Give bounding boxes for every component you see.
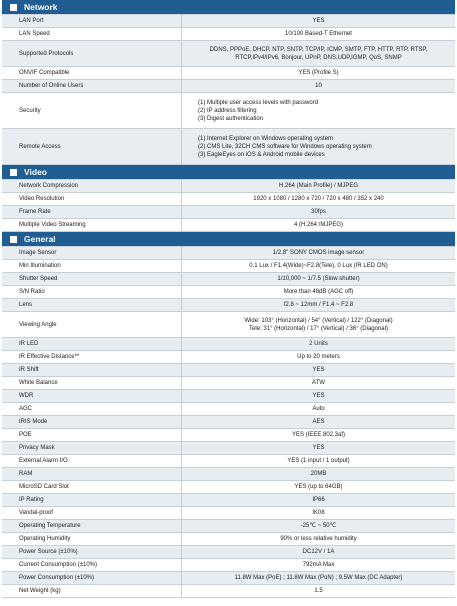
spec-label: Operating Humidity: [2, 533, 182, 545]
spec-label: IR LED: [2, 338, 182, 350]
spec-label: Privacy Mask: [2, 442, 182, 454]
spec-row: [2, 180, 455, 193]
spec-label: Remote Access: [2, 129, 182, 164]
spec-row: [2, 481, 455, 494]
spec-row: [2, 494, 455, 507]
spec-row: [2, 273, 455, 286]
spec-value: [182, 494, 455, 506]
spec-table: [2, 0, 455, 598]
spec-value-line: H.264 (Main Profile) / MJPEG: [278, 183, 359, 189]
spec-value: [182, 338, 455, 350]
spec-value-line: (1) Internet Explorer on Windows operating system: [198, 135, 334, 142]
spec-label: Video Resolution: [2, 193, 182, 205]
spec-value: [182, 273, 455, 285]
spec-label: IP Rating: [2, 494, 182, 506]
spec-value: [182, 559, 455, 571]
spec-value-line: 90% or less relative humidity: [280, 536, 357, 542]
spec-value-line: 10/100 Based-T Ethernet: [285, 31, 352, 37]
spec-row: [2, 533, 455, 546]
spec-label: Power Consumption (±10%): [2, 572, 182, 584]
spec-value-line: DDNS, PPPoE, DHCP, NTP, SNTP, TCP/IP, ICMP, SMTP, FTP, HTTP, RTP, RTSP,: [209, 46, 428, 53]
section-title: Video: [24, 167, 47, 177]
spec-value: [182, 15, 455, 27]
spec-row: [2, 507, 455, 520]
spec-value: [182, 247, 455, 259]
spec-value-line: (2) CMS Lite, 32CH CMS software for Windows operating system: [198, 143, 372, 150]
spec-value: [182, 429, 455, 441]
spec-row: [2, 338, 455, 351]
spec-value: [182, 442, 455, 454]
spec-value: [182, 286, 455, 298]
spec-value: [182, 351, 455, 363]
spec-value: [182, 533, 455, 545]
spec-value-line: YES: [312, 367, 325, 373]
spec-row: [2, 247, 455, 260]
spec-value-line: AES: [312, 419, 325, 425]
spec-label: Lens: [2, 299, 182, 311]
spec-value-line: ATW: [312, 380, 325, 386]
spec-row: [2, 80, 455, 93]
spec-value: [182, 180, 455, 192]
spec-row: [2, 442, 455, 455]
spec-value: [182, 260, 455, 272]
spec-label: POE: [2, 429, 182, 441]
spec-label: RAM: [2, 468, 182, 480]
spec-value: [182, 572, 455, 584]
spec-row: [2, 364, 455, 377]
spec-label: MicroSD Card Slot: [2, 481, 182, 493]
spec-label: External Alarm I/O: [2, 455, 182, 467]
spec-value-line: DC12V / 1A: [302, 549, 335, 555]
spec-label: Power Source (±10%): [2, 546, 182, 558]
spec-value-line: 20MB: [310, 471, 327, 477]
spec-label: Shutter Speed: [2, 273, 182, 285]
spec-row: [2, 416, 455, 429]
spec-row: [2, 129, 455, 165]
spec-row: [2, 455, 455, 468]
spec-label: WDR: [2, 390, 182, 402]
spec-value: [182, 364, 455, 376]
spec-label: Supported Protocols: [2, 41, 182, 66]
spec-value-line: More than 48dB (AGC off): [283, 289, 354, 295]
spec-label: White Balance: [2, 377, 182, 389]
spec-row: [2, 93, 455, 129]
spec-label: Min Illumination: [2, 260, 182, 272]
spec-row: [2, 520, 455, 533]
spec-value-line: IK08: [312, 510, 325, 516]
spec-value-line: Auto: [312, 406, 325, 412]
spec-row: [2, 28, 455, 41]
spec-row: [2, 299, 455, 312]
section-title: Network: [24, 2, 58, 12]
spec-value-line: 30fps: [311, 209, 326, 215]
spec-label: Vandal-proof: [2, 507, 182, 519]
spec-row: [2, 468, 455, 481]
spec-label: IR Effective Distance**: [2, 351, 182, 363]
spec-row: [2, 219, 455, 232]
square-bullet-icon: [10, 236, 17, 243]
spec-label: Image Sensor: [2, 247, 182, 259]
spec-row: [2, 403, 455, 416]
square-bullet-icon: [10, 169, 17, 176]
spec-value-line: YES (IEEE 802.3af): [291, 432, 346, 438]
spec-label: Number of Online Users: [2, 80, 182, 92]
spec-value-line: Wide: 103° (Horizontal) / 54° (Vertical) / 122° (Diagonal): [244, 317, 393, 324]
spec-label: IR Shift: [2, 364, 182, 376]
spec-label: AGC: [2, 403, 182, 415]
spec-value: [182, 546, 455, 558]
spec-value-line: 4 (H.264 /MJPEG): [293, 222, 343, 228]
spec-value-line: YES (up to 64GB): [294, 484, 343, 490]
spec-value: [182, 312, 455, 337]
spec-value-line: (1) Multiple user access levels with password: [198, 99, 319, 106]
spec-value: [182, 507, 455, 519]
spec-value-line: (3) EagleEyes on iOS & Android mobile devices: [198, 151, 325, 158]
spec-row: [2, 572, 455, 585]
spec-row: [2, 390, 455, 403]
spec-value-line: 10: [315, 83, 322, 89]
spec-value-line: YES: [312, 18, 325, 24]
spec-label: Current Consumption (±10%): [2, 559, 182, 571]
spec-row: [2, 286, 455, 299]
spec-value: [182, 468, 455, 480]
spec-row: [2, 377, 455, 390]
spec-value: [182, 455, 455, 467]
spec-value: [182, 299, 455, 311]
spec-value-line: YES (1 input / 1 output): [287, 458, 350, 464]
spec-row: [2, 41, 455, 67]
spec-value-line: YES: [312, 393, 325, 399]
spec-label: Operating Temperature: [2, 520, 182, 532]
spec-label: LAN Speed: [2, 28, 182, 40]
spec-label: Net Weight (kg): [2, 585, 182, 597]
square-bullet-icon: [10, 4, 17, 11]
spec-value-line: 11.8W Max (PoE) ; 11.8W Max (PoN) ; 9.5W Max (DC Adapter): [234, 575, 403, 581]
spec-value-line: 792mA Max: [302, 562, 335, 568]
spec-value: [182, 41, 455, 66]
spec-value-line: RTCP,IPv4/IPv6, Bonjour, UPnP, DNS,UDP,IGMP, QoS, SNMP: [235, 54, 402, 61]
spec-row: [2, 351, 455, 364]
spec-label: S/N Ratio: [2, 286, 182, 298]
spec-value: [182, 403, 455, 415]
spec-row: [2, 67, 455, 80]
spec-value: [182, 67, 455, 79]
spec-label: ONVIF Compatible: [2, 67, 182, 79]
spec-value: [182, 520, 455, 532]
spec-value: [182, 129, 455, 164]
spec-value-line: 1/10,000 ~ 1/7.5 (Slow shutter): [277, 276, 360, 282]
spec-value-line: 1920 x 1080 / 1280 x 720 / 720 x 480 / 352 x 240: [253, 196, 384, 202]
spec-row: [2, 206, 455, 219]
spec-value-line: YES (Profile S): [298, 70, 339, 76]
spec-row: [2, 559, 455, 572]
spec-label: Frame Rate: [2, 206, 182, 218]
spec-row: [2, 429, 455, 442]
spec-value-line: Up to 20 meters: [297, 354, 340, 360]
spec-row: [2, 15, 455, 28]
spec-value-line: IP66: [312, 497, 325, 503]
section-header-network: [2, 0, 455, 15]
spec-row: [2, 193, 455, 206]
spec-value-line: (3) Digest authentication: [198, 115, 264, 122]
spec-value-line: 1/2.8" SONY CMOS image sensor: [272, 250, 365, 256]
spec-label: Viewing Angle: [2, 312, 182, 337]
section-title: General: [24, 234, 56, 244]
spec-value-line: (2) IP address filtering: [198, 107, 257, 114]
spec-value: [182, 219, 455, 231]
spec-label: IRIS Mode: [2, 416, 182, 428]
spec-value: [182, 585, 455, 597]
spec-row: [2, 260, 455, 273]
spec-value-line: YES: [312, 445, 325, 451]
spec-label: Security: [2, 93, 182, 128]
spec-value: [182, 193, 455, 205]
spec-value: [182, 206, 455, 218]
spec-value-line: 0.1 Lux / F1.4(Wide)~F2.8(Tele), 0 Lux (IR LED ON): [249, 263, 388, 269]
spec-row: [2, 312, 455, 338]
spec-value: [182, 80, 455, 92]
spec-label: Multiple Video Streaming: [2, 219, 182, 231]
spec-value: [182, 481, 455, 493]
spec-value: [182, 390, 455, 402]
spec-value: [182, 377, 455, 389]
spec-row: [2, 546, 455, 559]
spec-value-line: f2.8 ~ 12mm / F1.4 ~ F2.8: [283, 302, 354, 308]
section-header-video: [2, 165, 455, 180]
spec-value: [182, 93, 455, 128]
spec-row: [2, 585, 455, 598]
spec-value-line: 1.5: [314, 588, 323, 594]
spec-value-line: Tele: 31° (Horizontal) / 17° (Vertical) / 36° (Diagonal): [249, 325, 388, 332]
section-header-general: [2, 232, 455, 247]
spec-value: [182, 28, 455, 40]
spec-value-line: 2 Units: [309, 341, 328, 347]
spec-value-line: -25℃ ~ 50℃: [300, 523, 337, 529]
spec-label: Network Compression: [2, 180, 182, 192]
spec-label: LAN Port: [2, 15, 182, 27]
spec-value: [182, 416, 455, 428]
